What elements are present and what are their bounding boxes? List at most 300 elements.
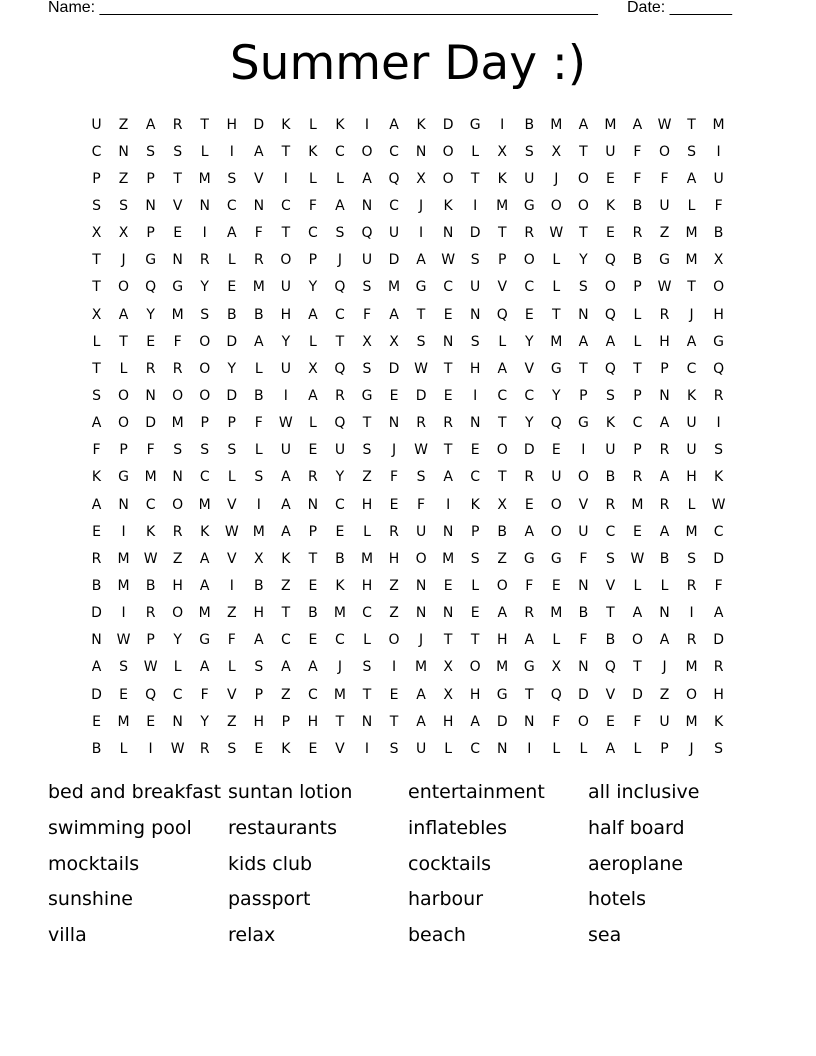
grid-letter: B xyxy=(578,605,589,622)
grid-letter: W xyxy=(116,632,131,649)
grid-letter: Z xyxy=(389,605,399,622)
grid-letter: R xyxy=(686,632,697,649)
grid-letter: A xyxy=(497,605,508,622)
grid-letter: N xyxy=(659,387,670,404)
grid-letter: J xyxy=(337,659,343,676)
grid-letter: S xyxy=(92,197,101,214)
grid-letter: A xyxy=(686,333,697,350)
word-list-item: beach xyxy=(408,924,466,947)
grid-letter: M xyxy=(171,415,184,432)
grid-letter: H xyxy=(361,496,373,513)
grid-letter: T xyxy=(335,333,345,350)
grid-letter: P xyxy=(119,442,128,459)
grid-letter: N xyxy=(524,713,535,730)
grid-letter: J xyxy=(391,442,397,459)
grid-letter: W xyxy=(278,415,293,432)
grid-letter: N xyxy=(415,605,427,622)
grid-letter: U xyxy=(280,279,291,296)
grid-letter: L xyxy=(552,632,561,649)
grid-letter: O xyxy=(172,387,184,404)
grid-letter: K xyxy=(497,170,507,187)
grid-letter: B xyxy=(632,197,643,214)
grid-letter: I xyxy=(581,442,586,459)
grid-letter: E xyxy=(470,605,480,622)
word-list-item: swimming pool xyxy=(48,816,192,839)
grid-letter: W xyxy=(143,659,158,676)
grid-letter: U xyxy=(659,197,670,214)
grid-letter: L xyxy=(254,442,263,459)
grid-letter: D xyxy=(496,713,508,730)
grid-letter: S xyxy=(687,550,696,567)
grid-letter: C xyxy=(308,225,318,242)
grid-letter: P xyxy=(200,415,209,432)
grid-letter: V xyxy=(226,496,237,513)
grid-letter: L xyxy=(498,333,507,350)
grid-letter: C xyxy=(389,197,399,214)
grid-letter: T xyxy=(92,360,101,377)
word-list-item: sunshine xyxy=(48,888,133,911)
grid-letter: L xyxy=(444,740,453,757)
grid-letter: C xyxy=(335,632,345,649)
grid-letter: H xyxy=(442,713,454,730)
grid-letter: R xyxy=(199,740,210,757)
grid-letter: R xyxy=(172,360,183,377)
grid-letter: W xyxy=(657,279,672,296)
grid-letter: M xyxy=(171,306,184,323)
grid-letter: T xyxy=(497,415,507,432)
grid-letter: A xyxy=(362,170,372,187)
grid-letter: N xyxy=(361,197,373,214)
grid-letter: Z xyxy=(659,225,670,242)
grid-letter: Y xyxy=(524,415,534,432)
grid-letter: K xyxy=(146,523,156,540)
grid-letter: T xyxy=(389,713,399,730)
grid-letter: K xyxy=(335,116,345,133)
grid-letter: H xyxy=(659,333,670,350)
grid-letter: M xyxy=(360,550,374,567)
grid-letter: O xyxy=(388,632,400,649)
grid-letter: C xyxy=(335,306,345,323)
grid-letter: A xyxy=(605,740,616,757)
grid-letter: R xyxy=(659,442,670,459)
grid-letter: T xyxy=(362,686,372,703)
grid-letter: E xyxy=(335,523,345,540)
grid-letter: E xyxy=(308,740,318,757)
grid-letter: F xyxy=(173,333,182,350)
grid-letter: F xyxy=(417,496,426,513)
grid-letter: G xyxy=(523,197,535,214)
grid-letter: J xyxy=(419,197,424,214)
grid-letter: L xyxy=(363,632,371,649)
grid-letter: O xyxy=(496,577,508,594)
grid-letter: E xyxy=(119,686,128,703)
grid-letter: N xyxy=(91,632,102,649)
grid-letter: M xyxy=(685,523,698,540)
grid-letter: B xyxy=(524,116,535,133)
grid-row xyxy=(83,220,733,247)
grid-letter: N xyxy=(442,225,454,242)
grid-letter: L xyxy=(633,577,642,594)
grid-letter: F xyxy=(579,632,588,649)
grid-letter: E xyxy=(524,306,534,323)
grid-letter: C xyxy=(470,469,481,486)
grid-letter: O xyxy=(577,713,589,730)
grid-letter: D xyxy=(415,387,427,404)
grid-letter: I xyxy=(500,116,505,133)
grid-letter: C xyxy=(686,360,697,377)
grid-letter: U xyxy=(91,116,102,133)
grid-letter: C xyxy=(362,605,372,622)
grid-letter: O xyxy=(550,496,562,513)
grid-letter: Q xyxy=(361,225,373,242)
grid-letter: H xyxy=(253,605,265,622)
grid-letter: Y xyxy=(335,469,345,486)
grid-letter: G xyxy=(172,279,184,296)
grid-letter: Z xyxy=(172,550,183,567)
grid-letter: A xyxy=(524,632,535,649)
grid-letter: X xyxy=(551,143,562,160)
grid-letter: Q xyxy=(388,170,400,187)
grid-letter: X xyxy=(254,550,264,567)
grid-letter: X xyxy=(389,333,399,350)
grid-letter: T xyxy=(470,632,480,649)
grid-letter: T xyxy=(416,306,426,323)
grid-letter: H xyxy=(280,306,292,323)
grid-letter: U xyxy=(686,415,697,432)
grid-letter: K xyxy=(335,577,345,594)
grid-letter: R xyxy=(686,577,697,594)
grid-letter: I xyxy=(473,387,478,404)
grid-letter: Z xyxy=(362,469,372,486)
grid-letter: L xyxy=(633,740,642,757)
grid-letter: F xyxy=(254,415,263,432)
grid-letter: M xyxy=(685,252,698,269)
grid-letter: A xyxy=(199,659,210,676)
grid-letter: S xyxy=(227,740,237,757)
grid-letter: I xyxy=(364,116,370,133)
grid-letter: N xyxy=(118,496,129,513)
grid-letter: R xyxy=(713,659,724,676)
grid-letter: D xyxy=(713,632,724,649)
grid-letter: Z xyxy=(497,550,508,567)
grid-letter: W xyxy=(414,442,428,459)
grid-row xyxy=(83,491,733,518)
grid-letter: U xyxy=(578,523,589,540)
grid-letter: C xyxy=(280,632,291,649)
grid-letter: I xyxy=(364,740,370,757)
grid-row xyxy=(83,654,733,681)
grid-letter: B xyxy=(605,469,616,486)
grid-letter: F xyxy=(633,143,642,160)
grid-letter: A xyxy=(91,659,102,676)
grid-letter: Q xyxy=(604,252,616,269)
grid-letter: S xyxy=(389,740,399,757)
grid-letter: S xyxy=(254,659,264,676)
grid-letter: P xyxy=(146,225,155,242)
grid-letter: R xyxy=(659,306,670,323)
grid-letter: T xyxy=(92,252,101,269)
grid-letter: N xyxy=(578,577,589,594)
grid-letter: Y xyxy=(281,333,291,350)
grid-letter: X xyxy=(308,360,318,377)
grid-letter: A xyxy=(254,143,264,160)
grid-letter: O xyxy=(713,279,725,296)
grid-letter: T xyxy=(633,360,642,377)
grid-letter: E xyxy=(633,523,642,540)
grid-row xyxy=(83,165,733,192)
word-list-item: harbour xyxy=(408,888,484,911)
grid-letter: Q xyxy=(604,360,616,377)
grid-row xyxy=(83,274,733,301)
grid-letter: E xyxy=(389,686,399,703)
grid-letter: Y xyxy=(524,333,534,350)
grid-letter: D xyxy=(523,442,535,459)
grid-letter: X xyxy=(416,170,426,187)
grid-letter: E xyxy=(146,333,156,350)
grid-letter: F xyxy=(254,225,263,242)
grid-letter: P xyxy=(227,415,236,432)
grid-letter: N xyxy=(388,415,400,432)
grid-letter: F xyxy=(633,170,642,187)
grid-letter: W xyxy=(711,496,726,513)
grid-letter: U xyxy=(605,442,616,459)
grid-letter: D xyxy=(226,333,238,350)
grid-letter: L xyxy=(687,496,696,513)
grid-letter: W xyxy=(170,740,185,757)
grid-letter: G xyxy=(550,550,562,567)
grid-letter: A xyxy=(308,306,318,323)
grid-letter: K xyxy=(416,116,426,133)
grid-letter: P xyxy=(308,252,318,269)
grid-letter: Z xyxy=(118,170,129,187)
grid-letter: I xyxy=(446,496,451,513)
grid-letter: N xyxy=(496,740,508,757)
grid-letter: I xyxy=(202,225,207,242)
grid-letter: O xyxy=(631,632,643,649)
grid-letter: G xyxy=(361,387,373,404)
grid-letter: O xyxy=(442,143,454,160)
grid-row xyxy=(83,328,733,355)
grid-letter: L xyxy=(552,252,561,269)
grid-letter: E xyxy=(605,713,615,730)
grid-letter: N xyxy=(659,605,670,622)
grid-letter: S xyxy=(605,387,615,404)
grid-letter: O xyxy=(415,550,427,567)
grid-letter: F xyxy=(146,442,155,459)
grid-letter: S xyxy=(362,442,372,459)
grid-letter: E xyxy=(308,442,318,459)
grid-row xyxy=(83,572,733,599)
grid-letter: K xyxy=(605,197,615,214)
grid-letter: Z xyxy=(659,686,670,703)
grid-letter: M xyxy=(550,605,563,622)
grid-letter: M xyxy=(117,713,130,730)
grid-row xyxy=(83,545,733,572)
grid-letter: S xyxy=(687,143,696,160)
grid-letter: K xyxy=(200,523,210,540)
grid-row xyxy=(83,192,733,219)
grid-letter: B xyxy=(335,550,345,567)
grid-letter: R xyxy=(145,360,156,377)
grid-letter: H xyxy=(713,686,724,703)
grid-letter: I xyxy=(229,577,234,594)
grid-letter: A xyxy=(254,333,264,350)
grid-letter: L xyxy=(552,740,561,757)
word-list-item: aeroplane xyxy=(588,852,684,875)
grid-letter: L xyxy=(200,143,209,160)
grid-letter: I xyxy=(121,605,126,622)
grid-letter: S xyxy=(362,659,372,676)
grid-letter: V xyxy=(226,550,237,567)
grid-letter: Q xyxy=(496,306,508,323)
grid-letter: I xyxy=(391,659,397,676)
grid-letter: N xyxy=(578,659,589,676)
name-field: Name: ________________________________________________________ xyxy=(48,0,598,16)
grid-letter: F xyxy=(660,170,669,187)
grid-letter: U xyxy=(280,442,291,459)
grid-letter: J xyxy=(419,632,424,649)
grid-letter: F xyxy=(552,713,561,730)
grid-letter: S xyxy=(227,170,237,187)
grid-letter: E xyxy=(605,170,615,187)
grid-letter: E xyxy=(254,740,264,757)
grid-letter: J xyxy=(121,252,126,269)
grid-letter: I xyxy=(283,170,288,187)
grid-letter: Y xyxy=(200,713,209,730)
grid-letter: A xyxy=(416,713,426,730)
grid-letter: C xyxy=(389,143,399,160)
grid-letter: P xyxy=(660,740,669,757)
grid-letter: C xyxy=(524,279,535,296)
grid-letter: G xyxy=(415,279,427,296)
grid-letter: F xyxy=(362,306,372,323)
grid-letter: E xyxy=(389,387,399,404)
grid-letter: L xyxy=(92,333,101,350)
grid-letter: F xyxy=(308,197,317,214)
grid-letter: N xyxy=(253,197,265,214)
grid-letter: F xyxy=(714,197,723,214)
grid-letter: M xyxy=(550,116,563,133)
grid-letter: S xyxy=(470,550,480,567)
grid-letter: A xyxy=(199,550,210,567)
grid-letter: C xyxy=(280,197,291,214)
grid-letter: T xyxy=(497,469,507,486)
grid-letter: Y xyxy=(173,632,182,649)
grid-row xyxy=(83,111,733,138)
grid-letter: W xyxy=(657,116,672,133)
grid-letter: F xyxy=(714,577,723,594)
grid-letter: L xyxy=(471,143,480,160)
grid-letter: P xyxy=(633,387,642,404)
grid-letter: A xyxy=(659,632,670,649)
grid-letter: L xyxy=(308,170,317,187)
grid-letter: C xyxy=(308,686,318,703)
grid-letter: Q xyxy=(334,279,346,296)
grid-letter: A xyxy=(497,360,508,377)
grid-letter: T xyxy=(524,686,534,703)
grid-letter: G xyxy=(496,686,508,703)
letter-grid xyxy=(83,111,733,762)
grid-letter: T xyxy=(443,632,453,649)
grid-letter: C xyxy=(172,686,183,703)
grid-letter: N xyxy=(145,197,156,214)
grid-letter: A xyxy=(605,333,616,350)
grid-row xyxy=(83,627,733,654)
grid-letter: Z xyxy=(281,577,291,594)
grid-row xyxy=(83,464,733,491)
grid-row xyxy=(83,410,733,437)
grid-letter: O xyxy=(686,686,698,703)
grid-letter: P xyxy=(660,360,669,377)
grid-letter: B xyxy=(254,306,264,323)
grid-letter: Q xyxy=(550,686,562,703)
grid-letter: D xyxy=(253,116,265,133)
grid-letter: O xyxy=(118,415,130,432)
grid-letter: P xyxy=(470,523,480,540)
grid-letter: S xyxy=(605,550,615,567)
grid-letter: R xyxy=(632,469,643,486)
grid-letter: A xyxy=(281,659,291,676)
grid-letter: N xyxy=(172,469,183,486)
word-list xyxy=(48,776,768,955)
grid-letter: A xyxy=(281,496,291,513)
grid-letter: H xyxy=(469,360,481,377)
grid-letter: D xyxy=(469,225,481,242)
grid-letter: Y xyxy=(200,279,209,296)
grid-letter: M xyxy=(712,116,725,133)
grid-letter: T xyxy=(579,360,588,377)
grid-letter: A xyxy=(389,116,399,133)
grid-letter: E xyxy=(443,306,453,323)
grid-letter: O xyxy=(604,279,616,296)
grid-letter: M xyxy=(496,197,509,214)
word-list-item: sea xyxy=(588,924,622,947)
grid-letter: K xyxy=(714,469,724,486)
grid-letter: L xyxy=(363,523,371,540)
grid-letter: K xyxy=(605,415,615,432)
grid-letter: V xyxy=(254,170,264,187)
grid-row xyxy=(83,518,733,545)
grid-letter: D xyxy=(632,686,643,703)
grid-row xyxy=(83,247,733,274)
grid-letter: X xyxy=(118,225,129,242)
grid-letter: L xyxy=(308,415,317,432)
grid-letter: G xyxy=(550,360,562,377)
grid-letter: U xyxy=(686,442,697,459)
grid-letter: G xyxy=(118,469,129,486)
grid-letter: L xyxy=(633,306,642,323)
grid-letter: L xyxy=(308,116,317,133)
grid-letter: T xyxy=(362,415,372,432)
grid-letter: K xyxy=(281,116,291,133)
grid-letter: A xyxy=(308,659,318,676)
grid-letter: B xyxy=(659,550,670,567)
grid-letter: I xyxy=(148,740,153,757)
grid-letter: E xyxy=(146,713,156,730)
grid-letter: S xyxy=(173,442,183,459)
grid-letter: R xyxy=(389,523,399,540)
grid-letter: B xyxy=(254,387,264,404)
grid-letter: A xyxy=(470,713,480,730)
grid-letter: F xyxy=(92,442,101,459)
grid-letter: E xyxy=(92,713,101,730)
grid-letter: N xyxy=(415,577,427,594)
grid-letter: D xyxy=(91,605,102,622)
grid-letter: E xyxy=(308,577,318,594)
grid-letter: I xyxy=(527,740,532,757)
grid-letter: Q xyxy=(334,360,346,377)
grid-letter: B xyxy=(91,740,102,757)
